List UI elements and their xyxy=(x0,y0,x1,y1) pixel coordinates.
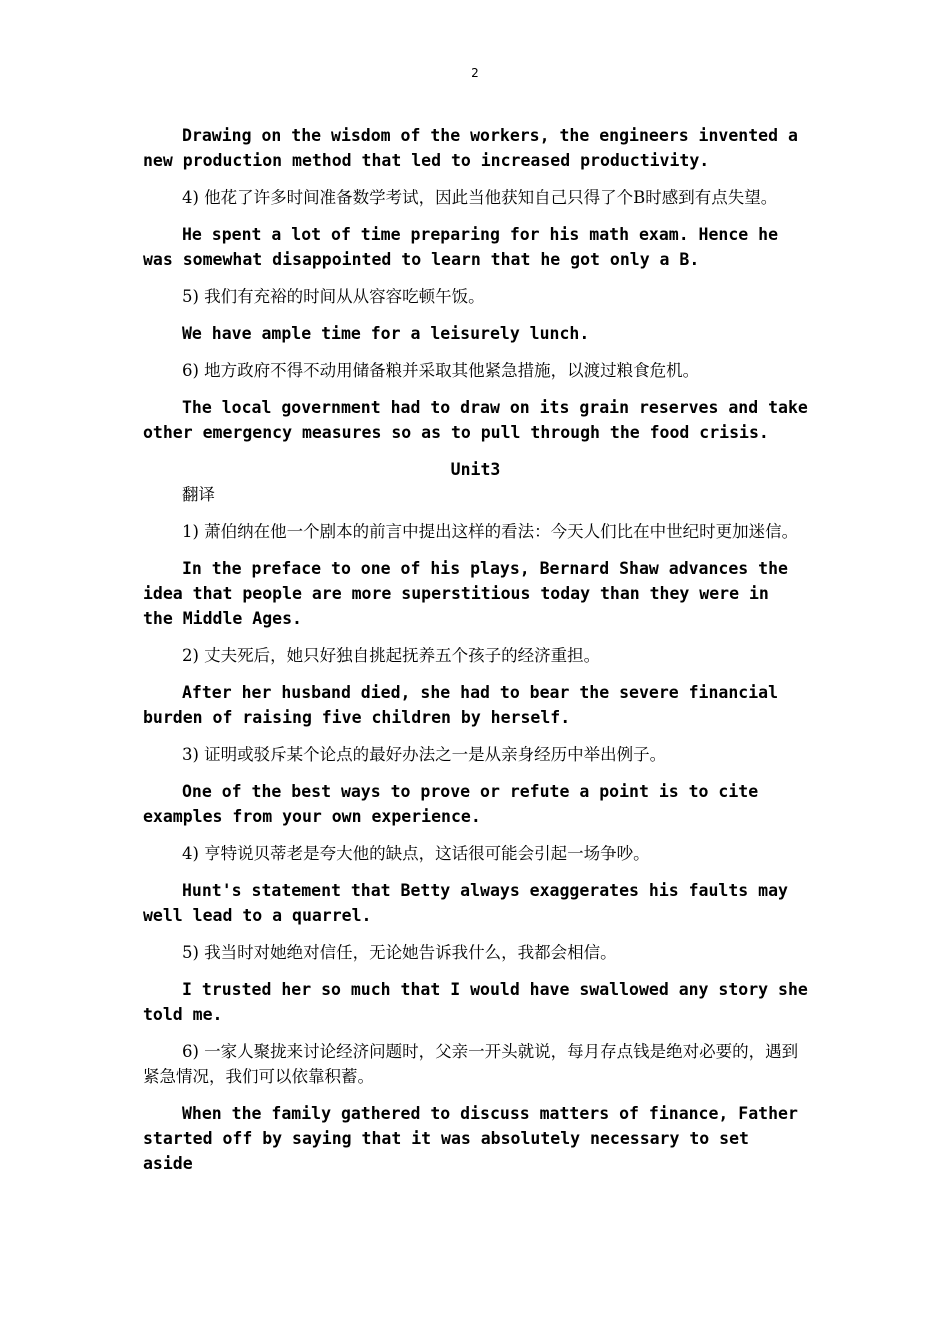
chinese-sentence: 4) 亨特说贝蒂老是夸大他的缺点，这话很可能会引起一场争吵。 xyxy=(182,844,650,863)
chinese-sentence: 4) 他花了许多时间准备数学考试，因此当他获知自己只得了个B时感到有点失望。 xyxy=(182,188,778,207)
chinese-sentence: 6) 一家人聚拢来讨论经济问题时，父亲一开头就说，每月存点钱是绝对必要的，遇到紧急情况，我们可以依靠积蓄。 xyxy=(143,1042,799,1086)
chinese-sentence: 1) 萧伯纳在他一个剧本的前言中提出这样的看法：今天人们比在中世纪时更加迷信。 xyxy=(182,522,799,541)
english-paragraph: One of the best ways to prove or refute a point is to cite examples from your own experience. xyxy=(143,782,759,826)
page-number: 2 xyxy=(471,66,479,80)
english-paragraph: The local government had to draw on its grain reserves and take other emergency measures so as to pull through the food crisis. xyxy=(143,398,808,442)
english-paragraph: I trusted her so much that I would have swallowed any story she told me. xyxy=(143,980,808,1024)
chinese-sentence: 2) 丈夫死后，她只好独自挑起抚养五个孩子的经济重担。 xyxy=(182,646,601,665)
english-paragraph: He spent a lot of time preparing for his math exam. Hence he was somewhat disappointed to learn that he got only a B. xyxy=(143,225,779,269)
section-label: 翻译 xyxy=(182,485,215,504)
chinese-sentence: 6) 地方政府不得不动用储备粮并采取其他紧急措施，以渡过粮食危机。 xyxy=(182,361,700,380)
chinese-sentence: 5) 我当时对她绝对信任，无论她告诉我什么，我都会相信。 xyxy=(182,943,617,962)
english-paragraph: When the family gathered to discuss matters of finance, Father started off by saying that it was absolutely necessary to set aside xyxy=(143,1104,798,1173)
unit-heading: Unit3 xyxy=(450,460,501,479)
chinese-sentence: 5) 我们有充裕的时间从从容容吃顿午饭。 xyxy=(182,287,485,306)
english-paragraph: Hunt's statement that Betty always exaggerates his faults may well lead to a quarrel. xyxy=(143,881,788,925)
english-paragraph: We have ample time for a leisurely lunch. xyxy=(182,324,590,343)
english-paragraph: After her husband died, she had to bear the severe financial burden of raising five children by herself. xyxy=(143,683,779,727)
document-body xyxy=(143,123,808,1176)
english-paragraph: In the preface to one of his plays, Bernard Shaw advances the idea that people are more superstitious today than they were in the Middle Ages. xyxy=(143,559,788,628)
english-paragraph: Drawing on the wisdom of the workers, the engineers invented a new production method that led to increased productivity. xyxy=(143,126,798,170)
chinese-sentence: 3) 证明或驳斥某个论点的最好办法之一是从亲身经历中举出例子。 xyxy=(182,745,667,764)
